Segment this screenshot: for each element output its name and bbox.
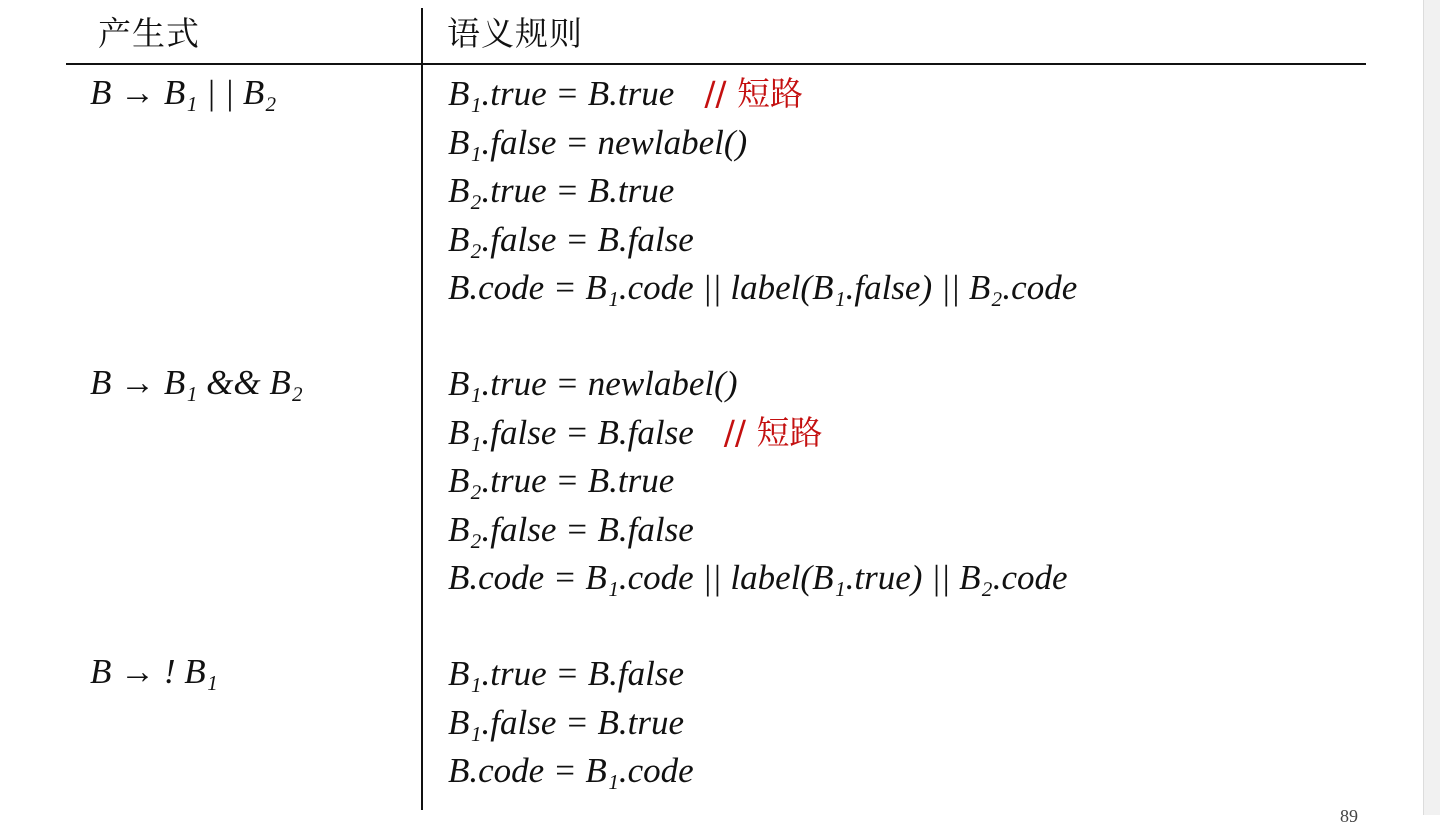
comment-short-circuit: // 短路 (704, 74, 804, 113)
rule-line: B₂.false = B.false (448, 509, 694, 549)
rule-line: B₁.true = B.false (448, 654, 685, 693)
production-not: B → ! B₁ (90, 652, 218, 691)
rule-line: B.code = B₁.code (448, 751, 694, 790)
rule-line: B.code = B₁.code || label(B₁.false) || B₂.code (448, 268, 1078, 307)
rule-line: B₁.true = B.true // 短路 (448, 74, 804, 113)
column-divider (421, 8, 423, 810)
rule-line: B₁.false = newlabel() (448, 122, 748, 162)
production-or: B → B₁ | | B₂ (90, 73, 277, 112)
rules-and (448, 360, 1068, 603)
rule-line: B₂.true = B.true (448, 171, 675, 210)
rule-line: B₂.false = B.false (448, 219, 694, 259)
rule-line: B₂.true = B.true (448, 461, 675, 500)
rule-line: B₁.false = B.true (448, 702, 685, 742)
page-number: 89 (1340, 806, 1358, 826)
comment-short-circuit: // 短路 (723, 412, 823, 452)
rules-or (448, 70, 1077, 313)
production-and: B → B₁ && B₂ (90, 363, 303, 402)
rules-header: 语义规则 (447, 14, 583, 53)
production-header: 产生式 (98, 14, 200, 53)
rule-line: B₁.true = newlabel() (448, 364, 738, 403)
header-divider (66, 63, 1366, 65)
rule-line: B₁.false = B.false // 短路 (448, 412, 823, 452)
rule-line: B.code = B₁.code || label(B₁.true) || B₂.code (448, 558, 1068, 597)
page-edge (1423, 0, 1440, 815)
rules-not (448, 650, 694, 796)
